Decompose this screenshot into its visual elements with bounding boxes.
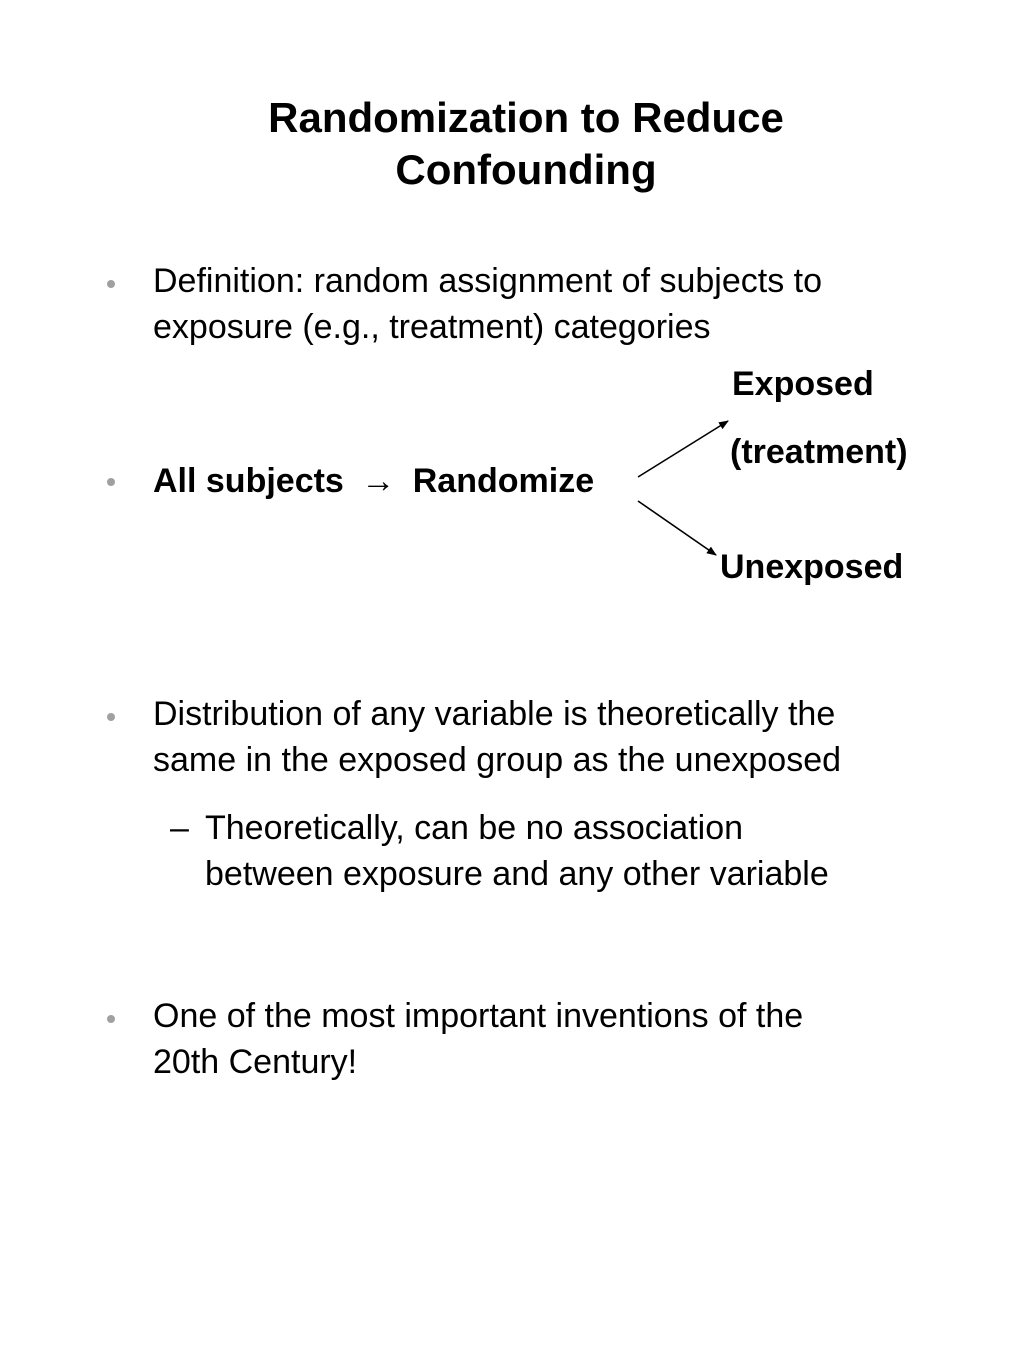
bullet-definition: [153, 258, 822, 350]
slide-title: [0, 92, 1024, 196]
sub-point-line-1: Theoretically, can be no association: [205, 809, 744, 847]
invention-line-2: 20th Century!: [153, 1043, 358, 1081]
flow-step-label: Randomize: [412, 462, 595, 500]
bullet-distribution: [153, 691, 841, 783]
treatment-label: (treatment): [730, 433, 908, 471]
bullet-dot-icon: [107, 713, 115, 721]
right-arrow-icon: →: [361, 462, 396, 500]
definition-line-2: exposure (e.g., treatment) categories: [153, 308, 711, 346]
unexposed-label: Unexposed: [720, 548, 904, 586]
invention-line-1: One of the most important inventions of the: [153, 997, 804, 1035]
distribution-line-1: Distribution of any variable is theoretically the: [153, 695, 836, 733]
sub-point-line-2: between exposure and any other variable: [205, 855, 829, 893]
arrow-to-unexposed-icon: [638, 501, 716, 555]
distribution-line-2: same in the exposed group as the unexposed: [153, 741, 842, 779]
bullet-invention: [153, 993, 803, 1085]
definition-line-1: Definition: random assignment of subjects to: [153, 262, 823, 300]
sub-point-association: [205, 805, 829, 897]
slide-title-line-1: Randomization to Reduce: [268, 94, 784, 141]
bullet-dot-icon: [107, 478, 115, 486]
bullet-randomize-flow: [153, 458, 594, 504]
bullet-dot-icon: [107, 1015, 115, 1023]
slide-title-line-2: Confounding: [395, 146, 657, 193]
flow-start-label: All subjects: [153, 462, 344, 500]
exposed-label: Exposed: [732, 365, 874, 403]
bullet-dot-icon: [107, 280, 115, 288]
sub-point-dash: –: [170, 809, 189, 847]
arrow-to-exposed-icon: [638, 421, 728, 477]
